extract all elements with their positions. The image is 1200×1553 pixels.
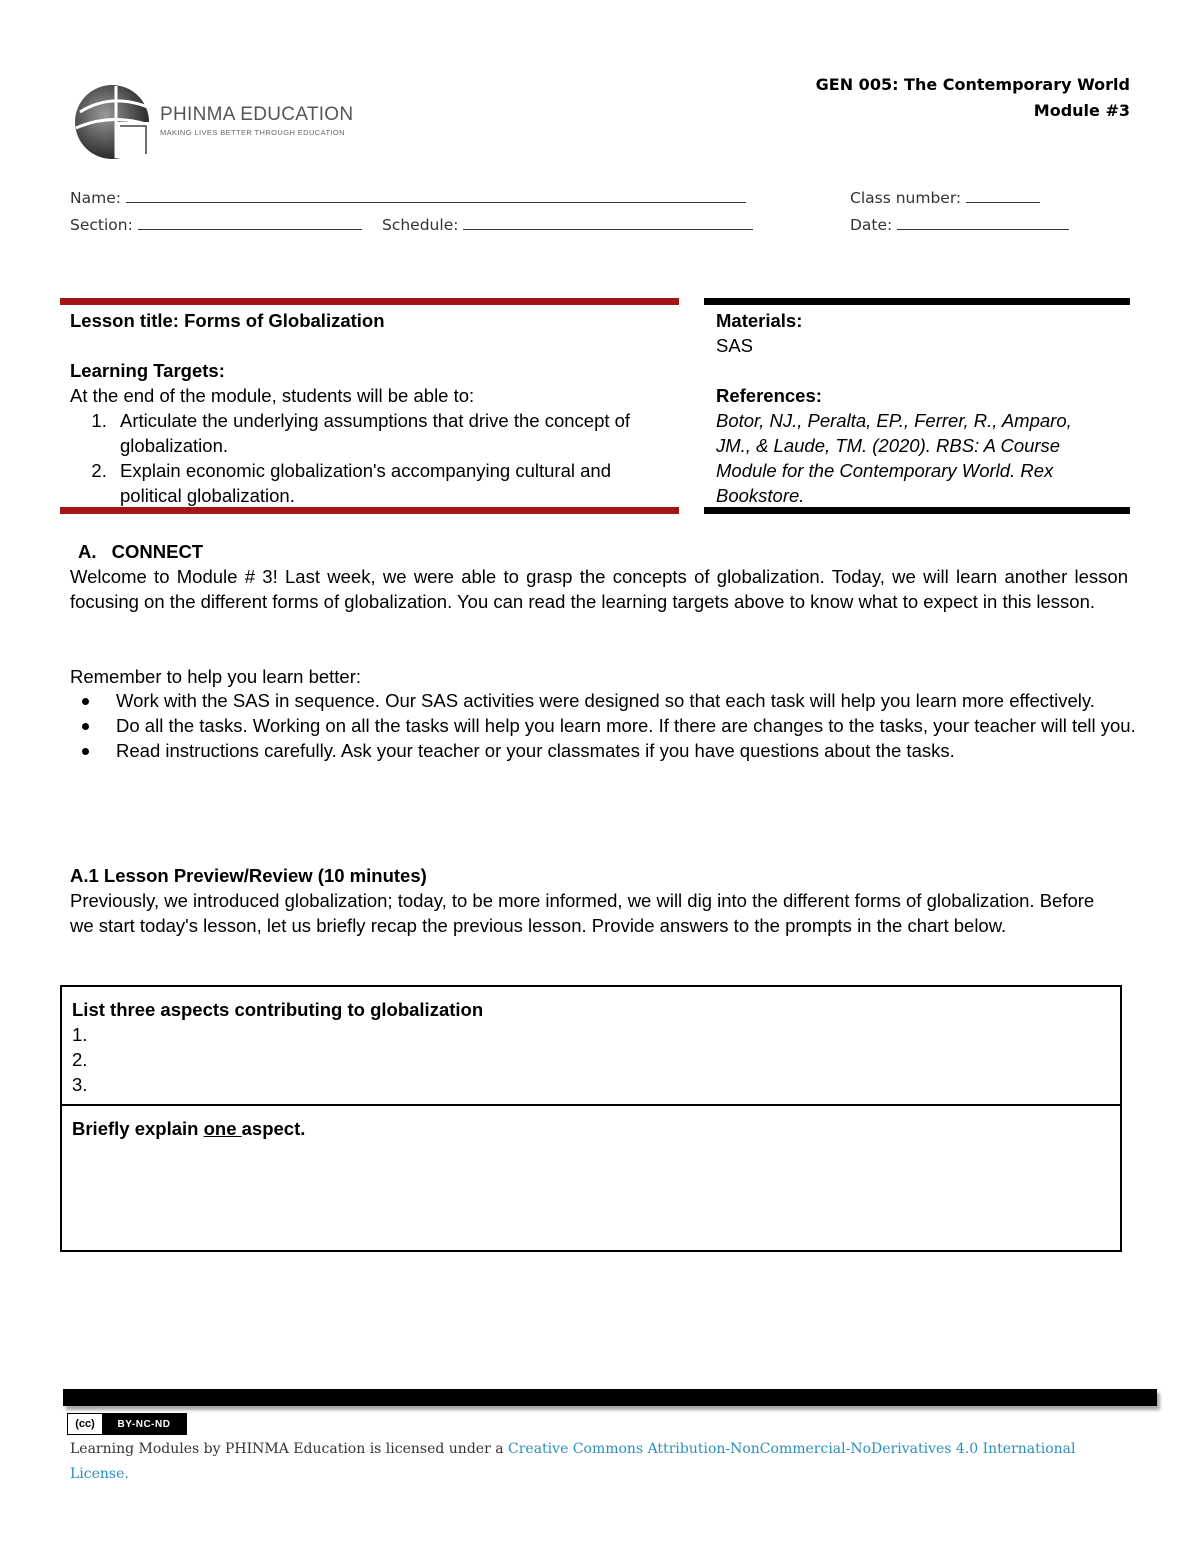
tips-list: [72, 688, 1154, 763]
logo-name: PHINMA EDUCATION: [160, 104, 354, 125]
materials-heading: Materials:: [716, 310, 803, 331]
schedule-label: Schedule:: [382, 216, 459, 234]
tip-item: Do all the tasks. Working on all the tasks will help you learn more. If there are changes to the tasks, your teacher will tell you.: [114, 713, 1154, 738]
footer-bar: [63, 1389, 1157, 1406]
section-label: Section:: [70, 216, 133, 234]
explain-underlined: one: [203, 1118, 242, 1139]
aspect-item-1[interactable]: 1.: [72, 1024, 88, 1045]
connect-paragraph: Welcome to Module # 3! Last week, we were able to grasp the concepts of globalization. Today, we will learn another lesson focusing on the different forms of globalization. You can read the learning targets above to know what to expect in this lesson.: [70, 566, 1128, 612]
license-text: Learning Modules by PHINMA Education is licensed under a Creative Commons Attribution-NonCommercial-NoDerivatives 4.0 International License.: [70, 1441, 1076, 1482]
learning-targets-heading: Learning Targets:: [70, 360, 225, 381]
learning-target-item: 1. Articulate the underlying assumptions that drive the concept of globalization.: [112, 408, 670, 458]
date-label: Date:: [850, 216, 893, 234]
explain-heading: Briefly explain one aspect.: [72, 1118, 306, 1139]
section-field[interactable]: [70, 215, 362, 234]
materials-box: [716, 308, 1116, 508]
recap-chart: [60, 985, 1122, 1252]
aspect-item-3[interactable]: 3.: [72, 1074, 88, 1095]
lesson-title: Lesson title: Forms of Globalization: [70, 310, 385, 331]
remember-text: Remember to help you learn better:: [70, 666, 362, 687]
cc-icon: (cc): [75, 1418, 95, 1430]
bullet-icon: [82, 698, 89, 705]
cc-license-badge[interactable]: [67, 1413, 187, 1435]
name-field[interactable]: [70, 188, 746, 207]
learning-targets-intro: At the end of the module, students will be able to:: [70, 385, 475, 406]
date-field[interactable]: [850, 215, 1069, 234]
reference-text: Botor, NJ., Peralta, EP., Ferrer, R., Amparo, JM., & Laude, TM. (2020). RBS: A Course Module for the Contemporary World. Rex Bookstore.: [716, 410, 1072, 506]
lesson-box: [70, 308, 670, 508]
license-link[interactable]: Creative Commons Attribution-NonCommercial-NoDerivatives 4.0 International License: [70, 1441, 1076, 1482]
class-number-field[interactable]: [850, 188, 1040, 207]
preview-heading: A.1 Lesson Preview/Review (10 minutes): [70, 865, 427, 886]
name-label: Name:: [70, 189, 121, 207]
section-blank[interactable]: [138, 215, 362, 230]
course-header: [816, 72, 1130, 124]
bullet-icon: [82, 723, 89, 730]
tip-item: Work with the SAS in sequence. Our SAS activities were designed so that each task will help you learn more effectively.: [114, 688, 1154, 713]
lesson-box-bottom-bar: [60, 507, 679, 514]
connect-letter: A.: [78, 541, 97, 562]
connect-heading: [78, 539, 203, 564]
preview-paragraph: Previously, we introduced globalization; today, to be more informed, we will dig into the different forms of globalization. Before we start today's lesson, let us briefly recap the previous lesson. Provide answers to the prompts in the chart below.: [70, 890, 1095, 936]
class-number-label: Class number:: [850, 189, 962, 207]
logo-tagline: MAKING LIVES BETTER THROUGH EDUCATION: [160, 128, 345, 137]
schedule-blank[interactable]: [463, 215, 753, 230]
bullet-icon: [82, 748, 89, 755]
tip-item: Read instructions carefully. Ask your teacher or your classmates if you have questions about the tasks.: [114, 738, 1154, 763]
aspects-row[interactable]: [62, 987, 1120, 1106]
materials-value: SAS: [716, 335, 754, 356]
schedule-field[interactable]: [382, 215, 753, 234]
course-title: GEN 005: The Contemporary World: [815, 75, 1130, 94]
aspect-item-2[interactable]: 2.: [72, 1049, 88, 1070]
explain-row[interactable]: [62, 1106, 1120, 1250]
references-heading: References:: [716, 385, 822, 406]
materials-box-top-bar: [704, 298, 1130, 305]
aspects-heading: List three aspects contributing to globalization: [72, 999, 484, 1020]
materials-box-bottom-bar: [704, 507, 1130, 514]
learning-targets-list: [70, 408, 670, 508]
learning-target-item: 2. Explain economic globalization's accompanying cultural and political globalization.: [112, 458, 670, 508]
logo-globe-icon: [72, 82, 162, 162]
name-blank[interactable]: [126, 188, 746, 203]
cc-by-nc-nd-label: BY-NC-ND: [102, 1414, 186, 1434]
connect-title: CONNECT: [111, 541, 204, 562]
date-blank[interactable]: [897, 215, 1069, 230]
class-number-blank[interactable]: [966, 188, 1040, 203]
module-number: Module #3: [1033, 101, 1130, 120]
lesson-box-top-bar: [60, 298, 679, 305]
